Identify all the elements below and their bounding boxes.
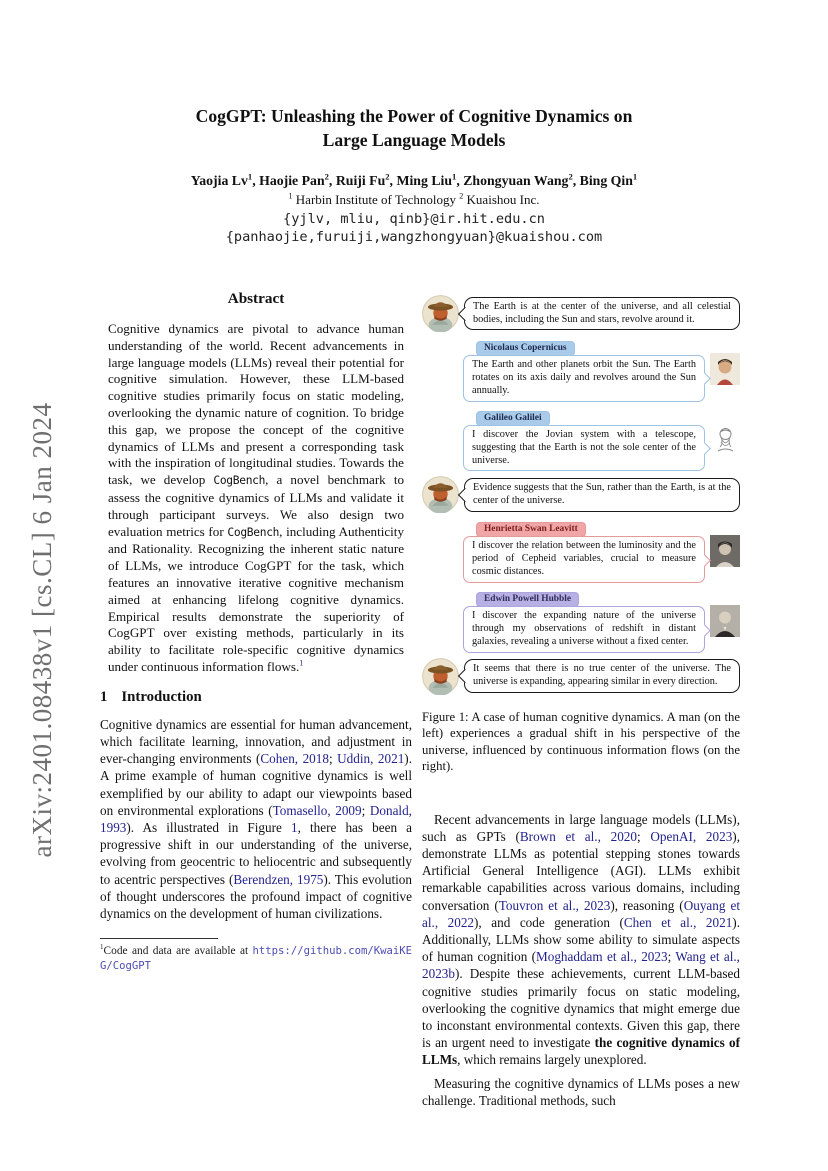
citation-link[interactable]: Chen et al., 2021 [623, 914, 733, 930]
scientist-name-badge: Galileo Galilei [476, 411, 550, 426]
figure-row [422, 295, 740, 332]
text-segment: , including Authenticity and Rationality. Recognizing the inherent static nature of LLMs, we introduce CogGPT for the task, which features an innovative iterative cognitive mechanism aimed at enhancing lifelong cognitive dynamics. Empirical results demonstrate the superiority of CogGPT over existing methods, particularly in its ability to facilitate role-specific cognitive dynamics under continuous information flows. [108, 523, 404, 674]
text-segment: 1 [100, 943, 104, 952]
text-segment: ), reasoning ( [610, 897, 684, 913]
text-segment: 1 [452, 171, 457, 182]
text-segment: ). Additionally, LLMs show some ability to simulate aspects of human cognition ( [422, 914, 740, 965]
scientist-speech-bubble [463, 355, 705, 402]
figure-row [422, 588, 740, 653]
citation-link[interactable]: Brown et al., 2020 [519, 828, 637, 844]
scientist-message [463, 518, 705, 583]
section-number: 1 [100, 688, 108, 705]
url-link[interactable]: https://github.com/KwaiKEG/CogGPT [100, 945, 412, 973]
author-list [0, 173, 828, 189]
leavitt-portrait-image [710, 535, 740, 567]
citation-link[interactable]: Cohen, 2018 [260, 751, 329, 767]
affiliations [0, 192, 828, 208]
text-segment: , [572, 173, 580, 188]
man-avatar-icon [422, 295, 459, 332]
arxiv-identifier-sidebar: arXiv:2401.08438v1 [cs.CL] 6 Jan 2024 [26, 402, 57, 858]
text-segment: Measuring the cognitive dynamics of LLMs poses a new challenge. Traditional methods, such [422, 1075, 740, 1108]
text-segment: CogBench [213, 474, 266, 488]
text-segment: , a novel benchmark to assess the cognitive dynamics of LLMs and validate it through participant surveys. We also design two evaluation metrics for [108, 472, 405, 539]
text-segment: , [389, 173, 397, 188]
text-segment: ; [328, 751, 338, 767]
user-speech-bubble [464, 297, 740, 331]
citation-link[interactable]: Touvron et al., 2023 [498, 897, 611, 913]
footnote-divider [100, 938, 218, 939]
text-segment: the cognitive dynamics of LLMs [422, 1035, 740, 1068]
text-segment: Zhongyuan Wang [463, 173, 569, 188]
text-segment: CogBench [227, 525, 280, 539]
bubble-text: The Earth is at the center of the universe, and all celestial bodies, including the Sun and stars, revolve around it. [473, 300, 731, 325]
bubble-text: Evidence suggests that the Sun, rather than the Earth, is at the center of the universe. [473, 482, 731, 506]
text-segment: ). This evolution of thought underscores the profound impact of cognitive dynamics on the development of human civilizations. [100, 871, 412, 921]
bubble-text: I discover the relation between the luminosity and the period of Cepheid variables, crucial to measure cosmic distances. [472, 540, 696, 578]
scientist-speech-bubble [463, 606, 705, 653]
figure-row [422, 658, 740, 695]
bubble-text: It seems that there is no true center of the universe. The universe is expanding, appearing similar in every direction. [473, 663, 731, 688]
citation-link[interactable]: 1 [290, 819, 298, 835]
text-segment: , [456, 173, 464, 188]
citation-link[interactable]: Uddin, 2021 [337, 751, 405, 767]
text-segment: 2 [324, 171, 329, 182]
right-column [422, 293, 740, 1109]
figure-1-caption: Figure 1: A case of human cognitive dynamics. A man (on the left) experiences a gradual shift in his perspective of the universe, influenced by continuous information flows (on the right). [422, 709, 740, 774]
section-title: Introduction [121, 688, 202, 705]
text-segment: ). Despite these achievements, current LLM-based cognitive studies primarily focus on static modeling, overlooking the cognitive dynamics that might emerge due to inconstant environmental contexts. Given this gap, there is an urgent need to investigate [422, 966, 740, 1051]
section-heading-introduction [100, 689, 412, 706]
text-segment: 2 [568, 171, 573, 182]
text-segment: ; [667, 949, 676, 965]
paper-title-line1: CogGPT: Unleashing the Power of Cognitive Dynamics on [195, 106, 633, 126]
text-segment: 1 [632, 171, 638, 182]
abstract-text [100, 321, 412, 676]
text-segment: ; [361, 802, 370, 818]
text-segment: , [328, 173, 336, 188]
man-avatar-icon [422, 476, 459, 513]
figure-dialogue-rows [422, 295, 740, 695]
figure-row [422, 407, 740, 472]
bubble-text: The Earth and other planets orbit the Sun. The Earth rotates on its axis daily and revolves around the Sun annually. [472, 359, 696, 396]
body-paragraph-2 [422, 1075, 740, 1109]
text-segment: Ming Liu [396, 173, 453, 188]
copernicus-portrait-image [710, 353, 740, 385]
text-segment: Code and data are available at [103, 945, 253, 958]
figure-row [422, 337, 740, 402]
text-segment: Cognitive dynamics are pivotal to advance human understanding of the world. Recent advancements in large language models (LLMs) reveal their potential for cognitive simulation. However, these LLM-based cognitive studies primarily focus on static modeling, overlooking the dynamic nature of cognition. To bridge this gap, we propose the concept of the cognitive dynamics of LLMs and present a corresponding task with the inspiration of longitudinal studies. Towards the task, we develop [108, 321, 404, 488]
scientist-name-badge: Nicolaus Copernicus [476, 341, 575, 356]
figure-row [422, 476, 740, 513]
paper-header [0, 104, 828, 246]
scientist-speech-bubble [463, 536, 705, 583]
text-segment: , [252, 173, 260, 188]
text-segment: Yaojia Lv [190, 173, 248, 188]
citation-link[interactable]: Wang et al., 2023b [422, 949, 740, 982]
scientist-name-badge: Edwin Powell Hubble [476, 592, 579, 607]
text-segment: ). As illustrated in Figure [126, 819, 291, 835]
text-segment: , which remains largely unexplored. [457, 1052, 647, 1068]
paper-title [0, 104, 828, 152]
email-line-kuaishou: {panhaojie,furuiji,wangzhongyuan}@kuaishou.com [225, 229, 603, 245]
user-speech-bubble [464, 478, 740, 512]
text-segment: Haojie Pan [259, 173, 325, 188]
text-segment: 1 [247, 171, 253, 182]
bubble-text: I discover the Jovian system with a telescope, suggesting that the Earth is not the sole center of the universe. [472, 428, 696, 466]
text-segment: ), and code generation ( [474, 914, 624, 930]
figure-1 [422, 295, 740, 775]
citation-link[interactable]: Tomasello, 2009 [272, 802, 362, 818]
text-segment: Bing Qin [579, 173, 633, 188]
text-segment: 2 [459, 191, 464, 201]
abstract-heading: Abstract [227, 290, 285, 307]
bubble-text: I discover the expanding nature of the universe through my observations of redshift in distant galaxies, revealing a universe without a fixed center. [472, 610, 696, 647]
text-segment: Kuaishou Inc. [463, 192, 540, 207]
paper-title-line2: Large Language Models [322, 130, 506, 150]
scientist-message [463, 588, 705, 653]
hubble-portrait-image [710, 605, 740, 637]
citation-link[interactable]: OpenAI, 2023 [650, 828, 733, 844]
text-segment: Ruiji Fu [335, 173, 386, 188]
citation-link[interactable]: Moghaddam et al., 2023 [536, 949, 668, 965]
figure-row [422, 518, 740, 583]
text-segment: , there has been a progressive shift in our understanding of the universe, evolving from geocentric to heliocentric and subsequently to acentric perspectives ( [100, 819, 413, 887]
text-segment: ; [637, 828, 651, 844]
scientist-speech-bubble [463, 425, 705, 472]
left-column [100, 290, 412, 974]
scientist-message [463, 337, 705, 402]
citation-link[interactable]: Ouyang et al., 2022 [422, 897, 740, 930]
text-segment: Recent advancements in large language models (LLMs), such as GPTs ( [422, 811, 740, 844]
galileo-portrait-image [710, 423, 740, 455]
scientist-message [463, 407, 705, 472]
contact-emails [0, 210, 828, 246]
text-segment: ). A prime example of human cognitive dynamics is well exemplified by our ability to adapt our viewpoints based on environmental explorations ( [100, 751, 412, 818]
citation-link[interactable]: Berendzen, 1975 [233, 871, 324, 887]
citation-link[interactable]: Donald, 1993 [100, 802, 412, 835]
man-avatar-icon [422, 658, 459, 695]
text-segment: 1 [288, 191, 293, 201]
footnote-text [100, 944, 412, 974]
scientist-name-badge: Henrietta Swan Leavitt [476, 522, 586, 537]
text-segment: 2 [385, 171, 390, 182]
text-segment: Cognitive dynamics are essential for human advancement, which facilitate learning, innovation, and adjustment in ever-changing environments ( [100, 716, 412, 767]
intro-paragraph-1 [100, 716, 412, 922]
email-line-hit: {yjlv, mliu, qinb}@ir.hit.edu.cn [283, 211, 545, 227]
text-segment: ), demonstrate LLMs as potential stepping stones towards Artificial General Intelligence (AGI). LLMs exhibit remarkable capabilities across various domains, including conversation ( [422, 828, 740, 913]
right-column-body [422, 811, 740, 1109]
footnote-ref-link[interactable]: 1 [299, 658, 304, 668]
user-speech-bubble [464, 659, 740, 693]
text-segment: Harbin Institute of Technology [292, 192, 460, 207]
body-paragraph-1 [422, 811, 740, 1069]
